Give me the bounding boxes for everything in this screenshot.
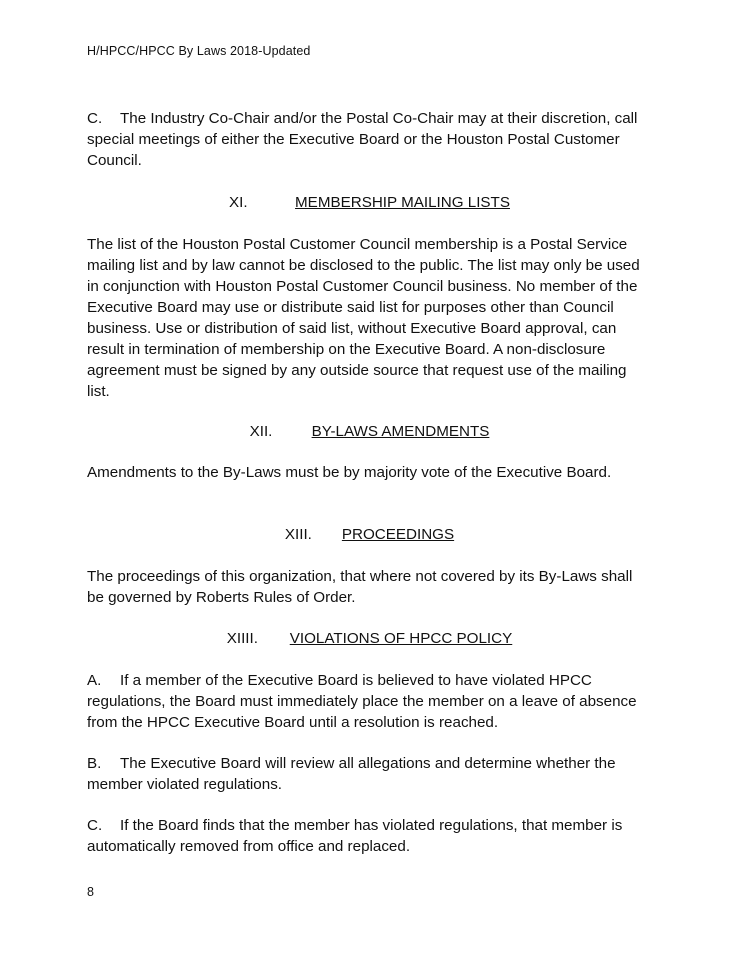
section-title: PROCEEDINGS [341, 526, 455, 543]
paragraph-a-violation [87, 670, 652, 733]
paragraph-text: Amendments to the By-Laws must be by majority vote of the Executive Board. [87, 464, 612, 481]
item-label: A. [87, 672, 102, 689]
page-number: 8 [87, 885, 94, 899]
paragraph-c-special-meetings [87, 108, 652, 171]
paragraph-proceedings [87, 566, 652, 608]
section-heading-xi [87, 192, 652, 213]
paragraph-b-review [87, 753, 652, 795]
section-heading-xii [87, 421, 652, 442]
section-title: BY-LAWS AMENDMENTS [311, 423, 490, 440]
item-text: The Industry Co-Chair and/or the Postal Co-Chair may at their discretion, call special meetings of either the Executive Board or the Houston Postal Customer Council. [87, 110, 638, 169]
section-heading-xiiii [87, 628, 652, 649]
item-text: If a member of the Executive Board is believed to have violated HPCC regulations, the Board must immediately place the member on a leave of absence from the HPCC Executive Board until a resolution is reached. [87, 672, 637, 731]
running-header: H/HPCC/HPCC By Laws 2018-Updated [87, 44, 311, 58]
paragraph-membership-lists [87, 234, 652, 402]
item-label: C. [87, 817, 103, 834]
section-heading-xiii [87, 524, 652, 545]
section-title: VIOLATIONS OF HPCC POLICY [289, 630, 513, 647]
item-text: If the Board finds that the member has violated regulations, that member is automatically removed from office and replaced. [87, 817, 623, 855]
item-text: The Executive Board will review all allegations and determine whether the member violated regulations. [87, 755, 616, 793]
section-title: MEMBERSHIP MAILING LISTS [295, 194, 510, 211]
section-number: XIIII. [226, 630, 258, 647]
section-number: XIII. [284, 526, 312, 543]
paragraph-amendments [87, 462, 652, 483]
section-number: XI. [229, 194, 248, 211]
item-label: B. [87, 755, 102, 772]
item-label: C. [87, 110, 103, 127]
paragraph-c-removal [87, 815, 652, 857]
paragraph-text: The proceedings of this organization, that where not covered by its By-Laws shall be governed by Roberts Rules of Order. [87, 568, 633, 606]
section-number: XII. [249, 423, 273, 440]
paragraph-text: The list of the Houston Postal Customer Council membership is a Postal Service mailing list and by law cannot be disclosed to the public. The list may only be used in conjunction with Houston Postal Customer Council business. No member of the Executive Board may use or distribute said list for purposes other than Council business. Use or distribution of said list, without Executive Board approval, can result in termination of membership on the Executive Board. A non-disclosure agreement must be signed by any outside source that request use of the mailing list. [87, 236, 640, 400]
